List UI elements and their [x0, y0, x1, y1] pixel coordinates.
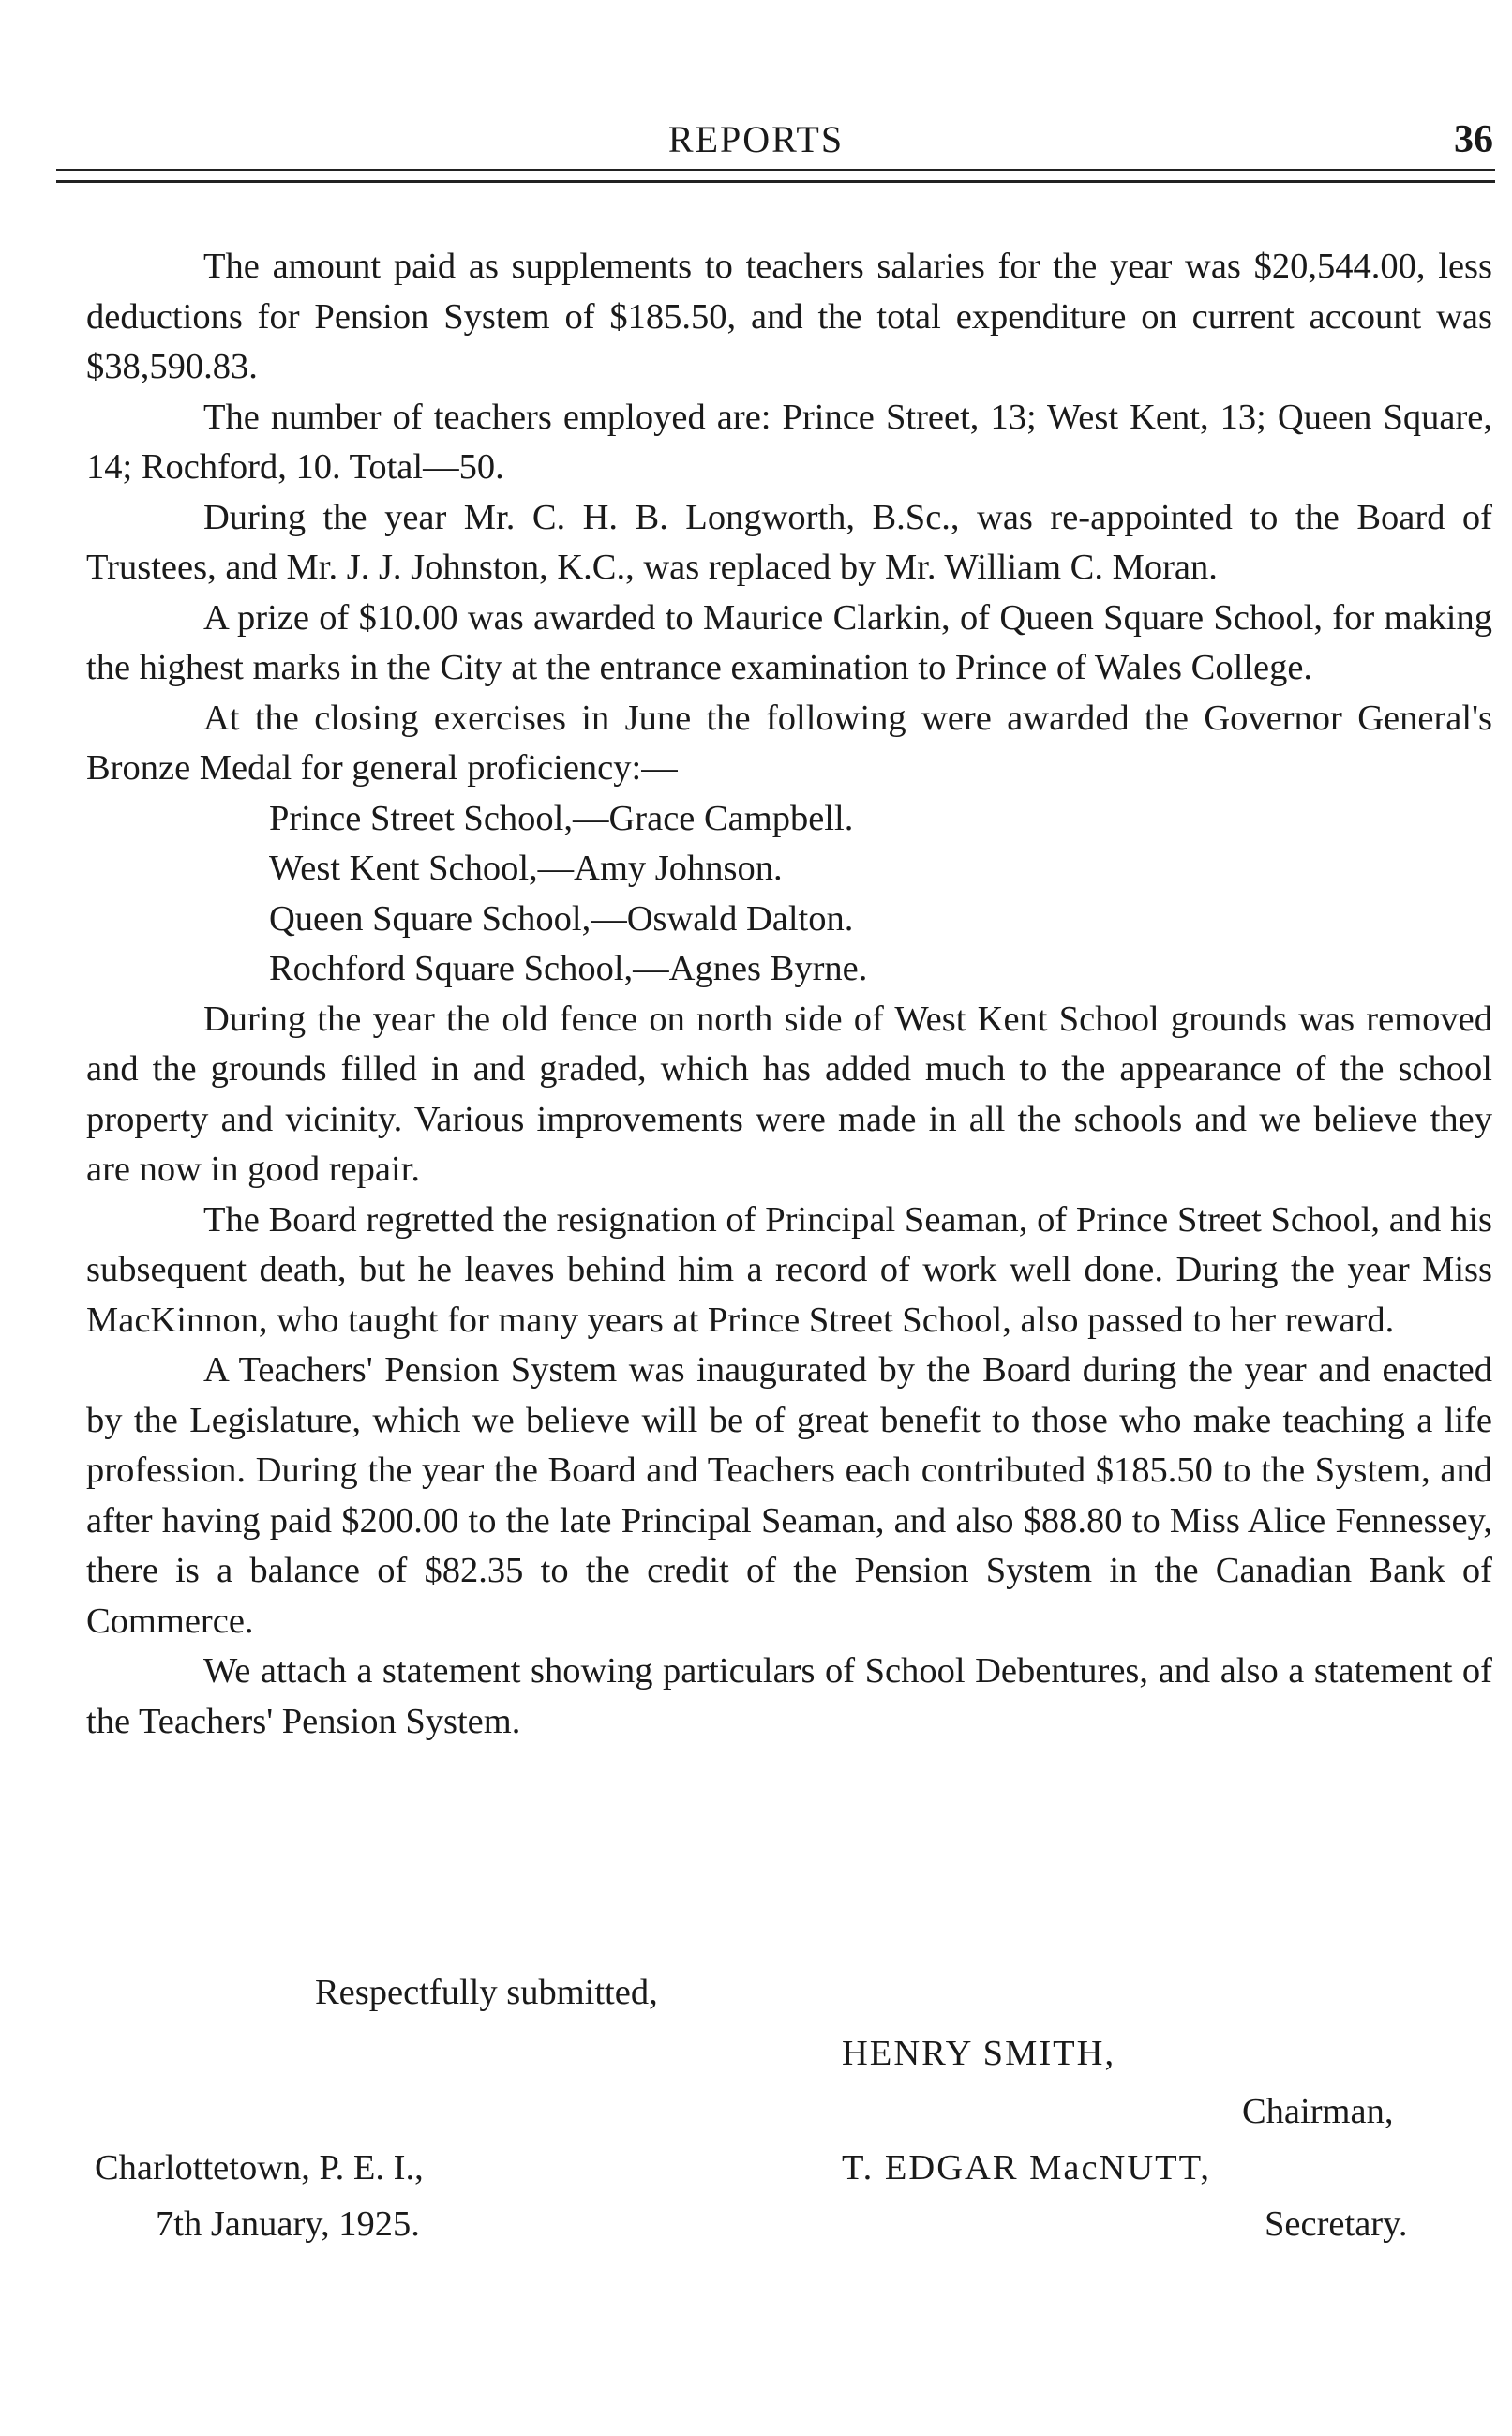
medal-winner-item: Rochford Square School,—Agnes Byrne.	[269, 949, 868, 988]
date-line: 7th January, 1925.	[156, 2204, 420, 2244]
report-body	[86, 242, 1492, 1747]
secretary-title: Secretary.	[1265, 2204, 1408, 2244]
paragraph-supplements: The amount paid as supplements to teachers salaries for the year was $20,544.00, less deductions for Pension System of $185.50, and the total expenditure on current account was $38,590.83.	[86, 247, 1492, 386]
paragraph-medal-intro: At the closing exercises in June the following were awarded the Governor General's Bronze Medal for general proficiency:—	[86, 698, 1492, 788]
paragraph-teachers-employed: The number of teachers employed are: Prince Street, 13; West Kent, 13; Queen Square, 14; Rochford, 10. Total—50.	[86, 397, 1492, 487]
page-number: 36	[1454, 118, 1493, 161]
paragraph-prize: A prize of $10.00 was awarded to Maurice Clarkin, of Queen Square School, for making the highest marks in the City at the entrance examination to Prince of Wales College.	[86, 597, 1492, 687]
chairman-title: Chairman,	[1242, 2092, 1394, 2131]
medal-winner-list	[86, 794, 1492, 995]
medal-winner-item: West Kent School,—Amy Johnson.	[269, 849, 783, 888]
place-line: Charlottetown, P. E. I.,	[95, 2148, 424, 2188]
chairman-name: HENRY SMITH,	[842, 2034, 1116, 2073]
running-header: REPORTS	[667, 118, 845, 160]
header-rule-thin	[56, 169, 1495, 171]
medal-winner-item: Prince Street School,—Grace Campbell.	[269, 798, 854, 838]
paragraph-pension-system: A Teachers' Pension System was inaugurated by the Board during the year and enacted by the Legislature, which we believe will be of great benefit to those who make teaching a life profession. During the year the Board and Teachers each contributed $185.50 to the System, and after having paid $200.00 to the late Principal Seaman, and also $88.80 to Miss Alice Fennessey, there is a balance of $82.35 to the credit of the Pension System in the Canadian Bank of Commerce.	[86, 1350, 1492, 1641]
header-rule-thick	[56, 180, 1495, 183]
paragraph-fence: During the year the old fence on north side of West Kent School grounds was removed and the grounds filled in and graded, which has added much to the appearance of the school property and vicinity. Various improvements were made in all the schools and we believe they are now in good repair.	[86, 999, 1492, 1189]
paragraph-attachment: We attach a statement showing particulars of School Debentures, and also a statement of the Teachers' Pension System.	[86, 1651, 1492, 1741]
paragraph-resignation: The Board regretted the resignation of Principal Seaman, of Prince Street School, and his subsequent death, but he leaves behind him a record of work well done. During the year Miss MacKinnon, who taught for many years at Prince Street School, also passed to her reward.	[86, 1199, 1492, 1340]
closing-line: Respectfully submitted,	[315, 1973, 658, 2012]
medal-winner-item: Queen Square School,—Oswald Dalton.	[269, 898, 854, 939]
secretary-name: T. EDGAR MacNUTT,	[842, 2148, 1211, 2188]
paragraph-board-trustees: During the year Mr. C. H. B. Longworth, B.Sc., was re-appointed to the Board of Trustees, and Mr. J. J. Johnston, K.C., was replaced by Mr. William C. Moran.	[86, 497, 1492, 587]
